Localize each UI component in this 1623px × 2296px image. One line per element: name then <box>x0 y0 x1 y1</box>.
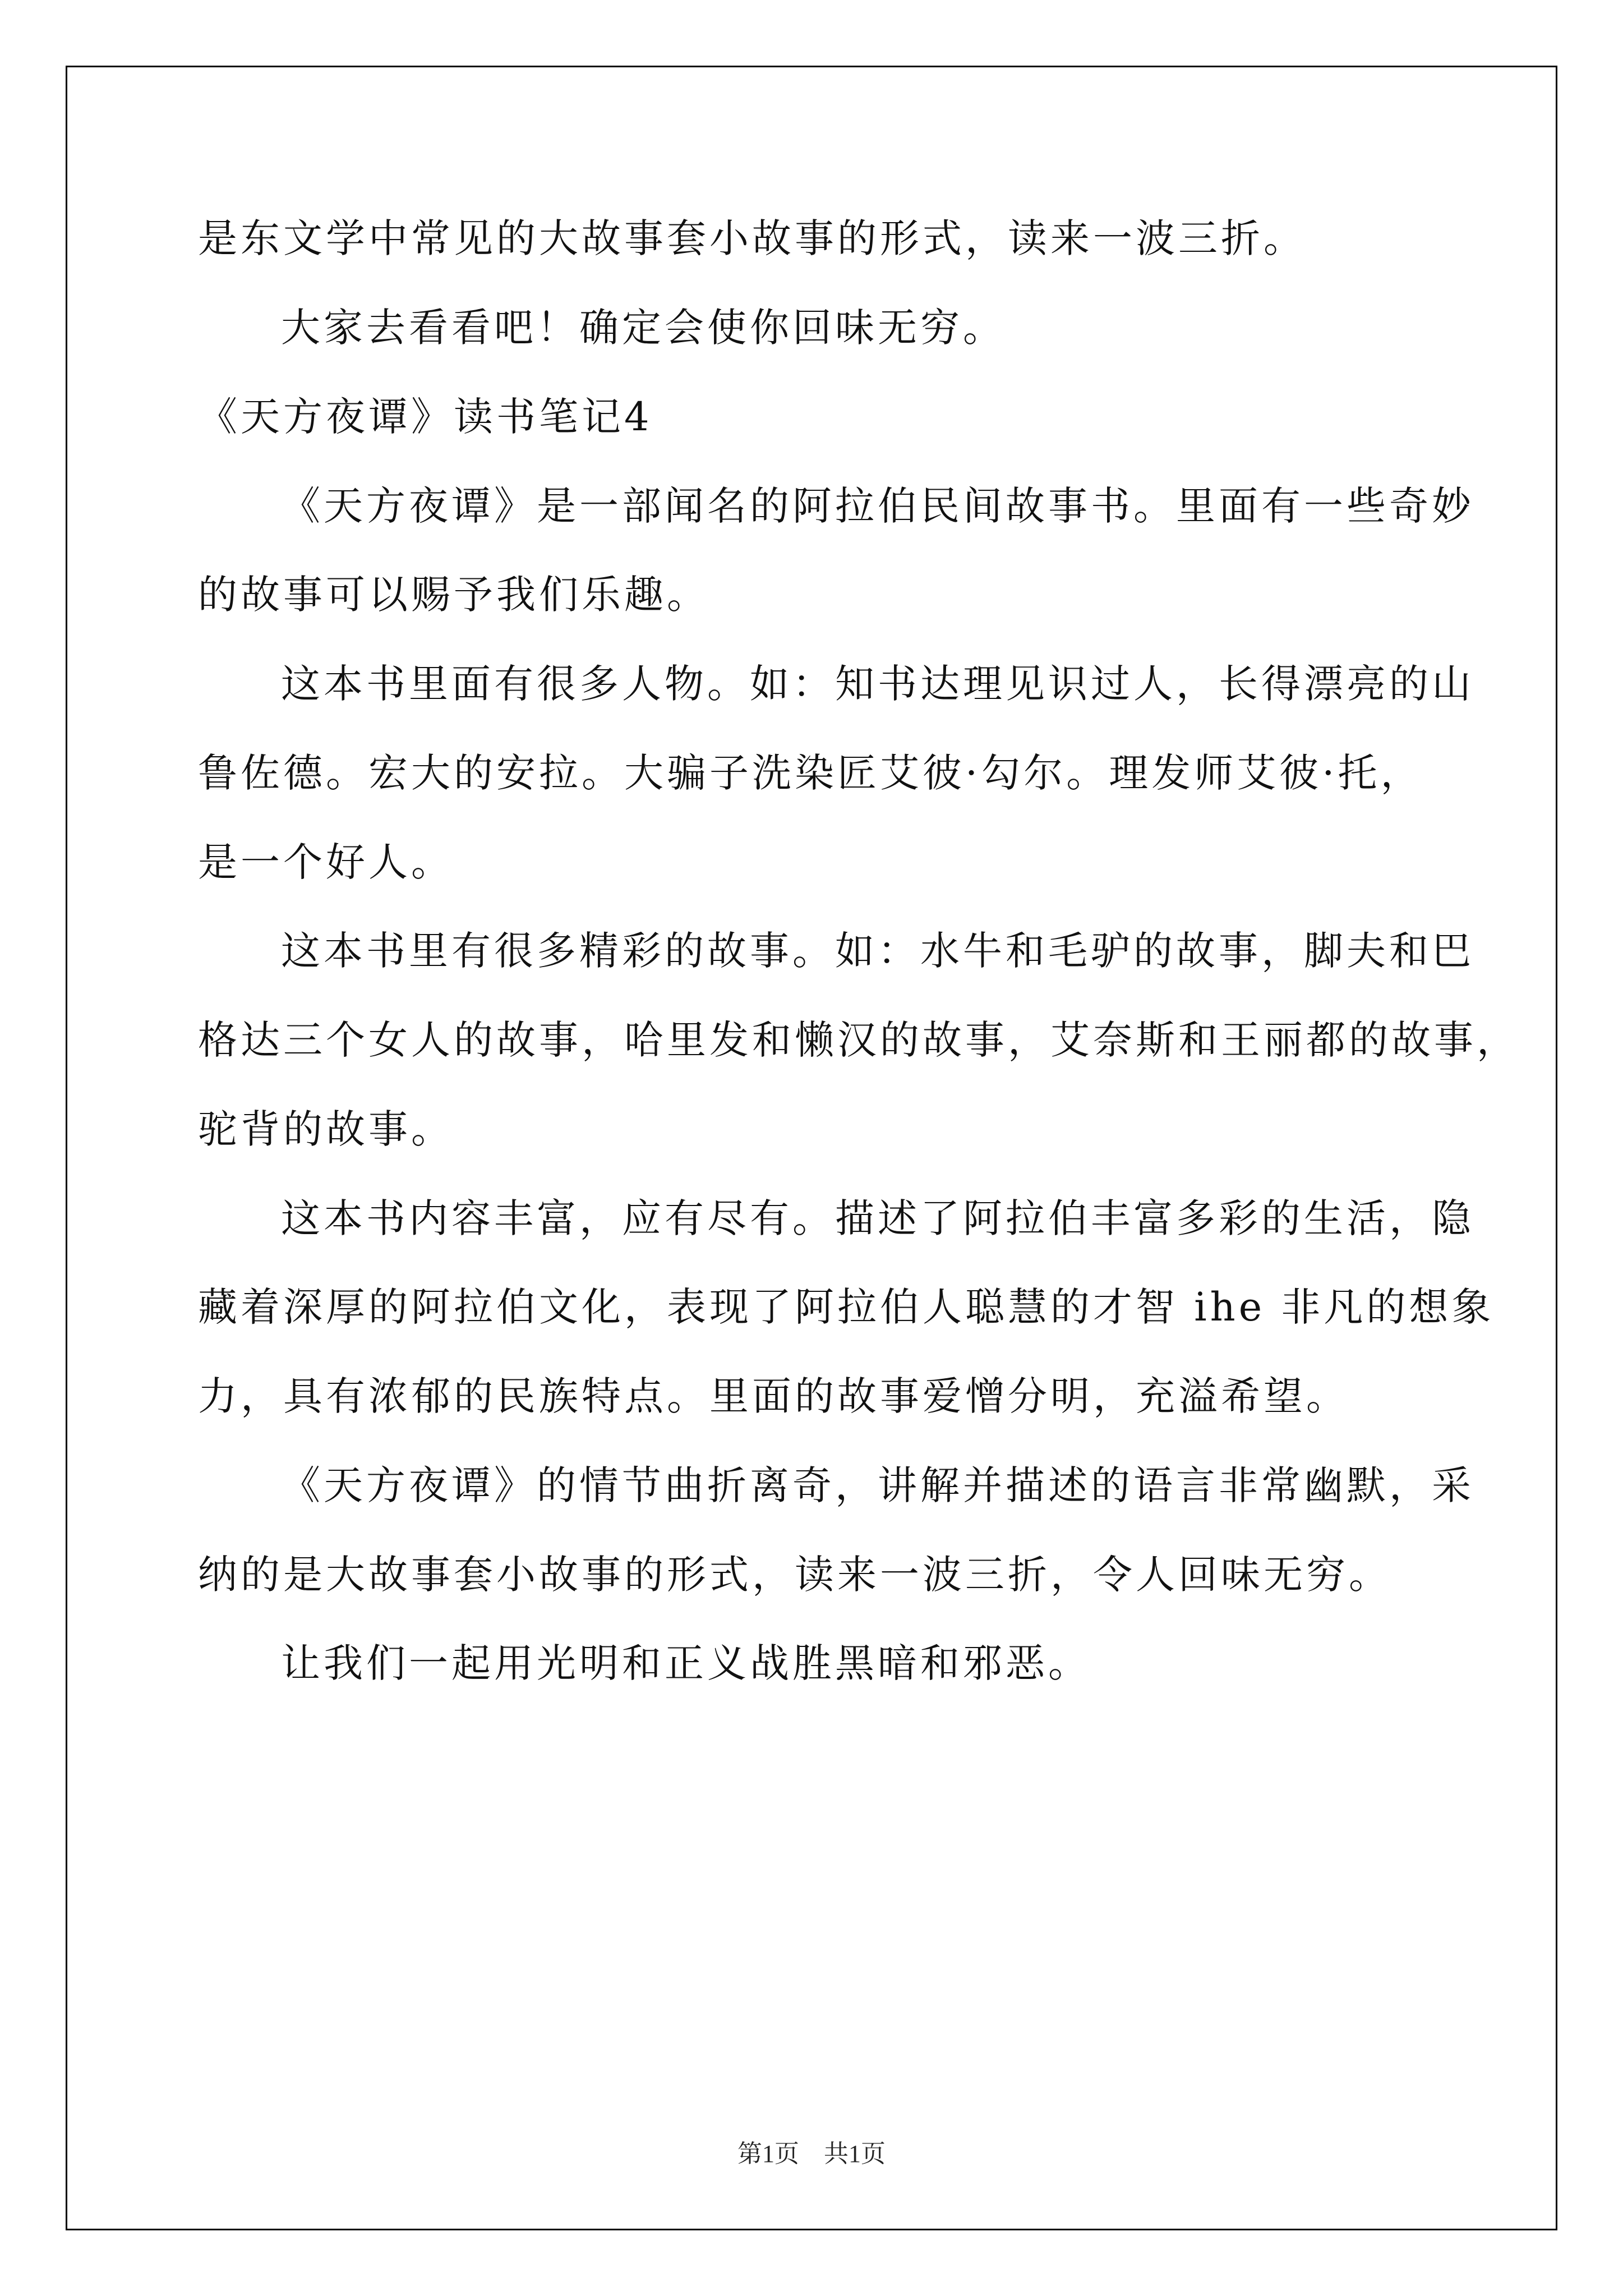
text-line: 大家去看看吧！确定会使你回味无穷。 <box>281 305 1006 351</box>
text-line: 让我们一起用光明和正义战胜黑暗和邪恶。 <box>281 1640 1091 1686</box>
text-line: 的故事可以赐予我们乐趣。 <box>198 572 709 618</box>
text-line: 这本书内容丰富，应有尽有。描述了阿拉伯丰富多彩的生活，隐 <box>281 1195 1474 1241</box>
text-line: 这本书里有很多精彩的故事。如：水牛和毛驴的故事，脚夫和巴 <box>281 928 1474 974</box>
text-line: 鲁佐德。宏大的安拉。大骗子洗染匠艾彼·勾尔。理发师艾彼·托， <box>198 750 1423 796</box>
page-footer: 第1页 共1页 <box>737 2140 886 2168</box>
text-line: 《天方夜谭》是一部闻名的阿拉伯民间故事书。里面有一些奇妙 <box>281 483 1474 529</box>
text-line: 驼背的故事。 <box>198 1106 454 1152</box>
text-line: 这本书里面有很多人物。如：知书达理见识过人，长得漂亮的山 <box>281 661 1474 707</box>
text-line: 是东文学中常见的大故事套小故事的形式，读来一波三折。 <box>198 215 1306 261</box>
text-line: 格达三个女人的故事，哈里发和懒汉的故事，艾奈斯和王丽都的故事， <box>198 1017 1519 1063</box>
text-line: 藏着深厚的阿拉伯文化，表现了阿拉伯人聪慧的才智 ihe 非凡的想象 <box>198 1284 1495 1330</box>
section-heading: 《天方夜谭》读书笔记4 <box>198 394 653 440</box>
text-line: 《天方夜谭》的情节曲折离奇，讲解并描述的语言非常幽默，采 <box>281 1462 1474 1508</box>
text-line: 纳的是大故事套小故事的形式，读来一波三折，令人回味无穷。 <box>198 1552 1391 1598</box>
text-line: 是一个好人。 <box>198 839 454 885</box>
text-line: 力，具有浓郁的民族特点。里面的故事爱憎分明，充溢希望。 <box>198 1373 1349 1419</box>
